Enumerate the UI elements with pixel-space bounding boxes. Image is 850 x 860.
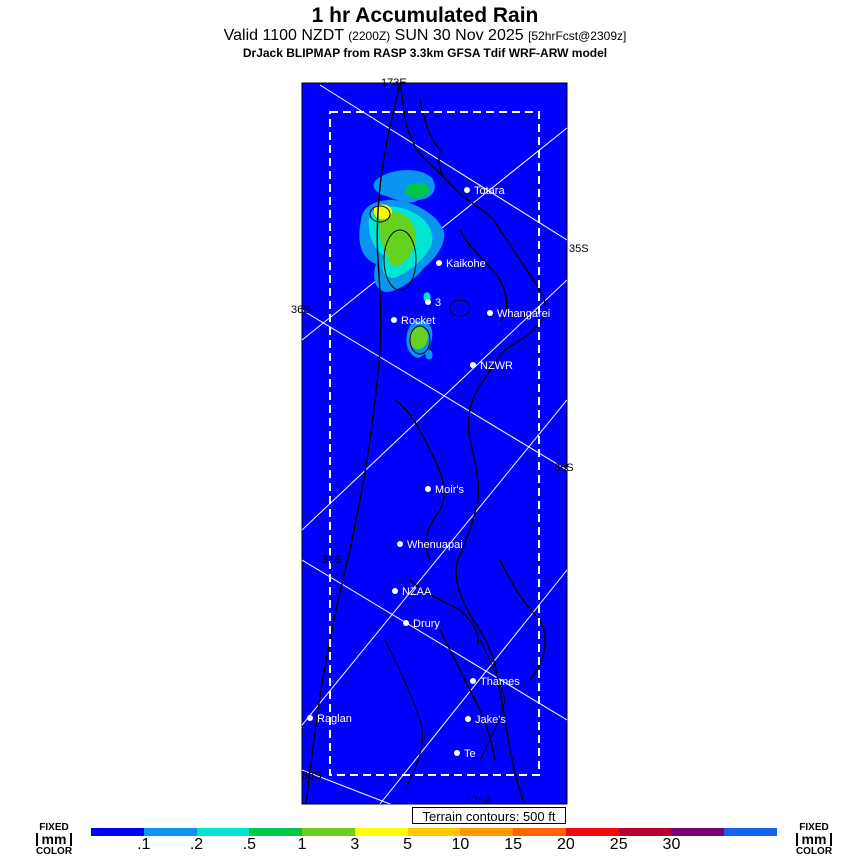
color-swatch-2	[197, 828, 250, 836]
tick-label: 25	[609, 836, 628, 853]
tick-label: 3	[350, 836, 360, 853]
svg-text:Whangarei: Whangarei	[497, 308, 551, 320]
tick-label: 1	[297, 836, 307, 853]
color-swatch-12	[724, 828, 777, 836]
valid-date: SUN 30 Nov 2025	[394, 27, 524, 44]
tick-label: 15	[504, 836, 523, 853]
tick-label: .5	[242, 836, 256, 853]
lat-label-37: 37S	[322, 554, 342, 566]
lat-label-36: 36S	[291, 304, 311, 316]
color-swatch-10	[619, 828, 672, 836]
lat-label-36b: 36S	[554, 462, 574, 474]
color-swatch-4	[302, 828, 355, 836]
color-swatch-6	[408, 828, 461, 836]
svg-text:Rocket: Rocket	[401, 315, 436, 327]
svg-text:NZWR: NZWR	[480, 360, 513, 372]
color-swatch-0	[91, 828, 144, 836]
location-whenuapai	[397, 539, 463, 551]
color-label-left: COLOR	[35, 846, 73, 857]
svg-text:Moir's: Moir's	[435, 484, 464, 496]
map-title: 1 hr Accumulated Rain	[311, 4, 539, 27]
svg-text:NZAA: NZAA	[402, 586, 432, 598]
tick-label: 5	[403, 836, 413, 853]
lat-label-35: 35S	[569, 243, 589, 255]
lat-label-38: 38S	[302, 770, 322, 782]
svg-text:3: 3	[435, 297, 442, 309]
lon-label-bottom: 176E	[466, 795, 492, 807]
color-swatch-7	[460, 828, 513, 836]
valid-utc: (2200Z)	[348, 29, 391, 43]
location-whangarei	[487, 308, 550, 320]
tick-label: .2	[189, 836, 204, 853]
fixed-label-left: FIXED	[39, 822, 69, 833]
unit-label-right: mm	[796, 833, 832, 846]
color-swatch-9	[566, 828, 619, 836]
unit-label-left: mm	[36, 833, 72, 846]
svg-text:Totara: Totara	[474, 185, 505, 197]
color-swatch-1	[144, 828, 197, 836]
forecast-info: [52hrFcst@2309z]	[528, 29, 627, 43]
color-swatch-11	[671, 828, 724, 836]
svg-text:Thames: Thames	[480, 676, 520, 688]
svg-text:Te: Te	[464, 748, 476, 760]
lon-label-top: 173E	[381, 77, 407, 89]
tick-label: 20	[557, 836, 575, 853]
color-scale-bar	[91, 828, 777, 836]
color-swatch-5	[355, 828, 408, 836]
color-swatch-3	[249, 828, 302, 836]
legend-fixed-left	[32, 822, 76, 857]
tick-label: 10	[451, 836, 470, 853]
model-description: DrJack BLIPMAP from RASP 3.3km GFSA Tdif WRF-ARW model	[242, 46, 608, 60]
color-swatch-8	[513, 828, 566, 836]
terrain-contours-note: Terrain contours: 500 ft	[412, 807, 566, 824]
valid-prefix: Valid 1100 NZDT	[223, 27, 344, 44]
color-label-right: COLOR	[795, 846, 833, 857]
tick-label: .1	[137, 836, 151, 853]
svg-text:Drury: Drury	[413, 618, 440, 630]
svg-text:Kaikohe: Kaikohe	[446, 258, 486, 270]
svg-text:Whenuapai: Whenuapai	[407, 539, 463, 551]
tick-label: 30	[662, 836, 681, 853]
fixed-label-right: FIXED	[799, 822, 829, 833]
legend-fixed-right	[792, 822, 836, 857]
svg-text:Raglan: Raglan	[317, 713, 352, 725]
svg-text:Jake's: Jake's	[475, 714, 506, 726]
